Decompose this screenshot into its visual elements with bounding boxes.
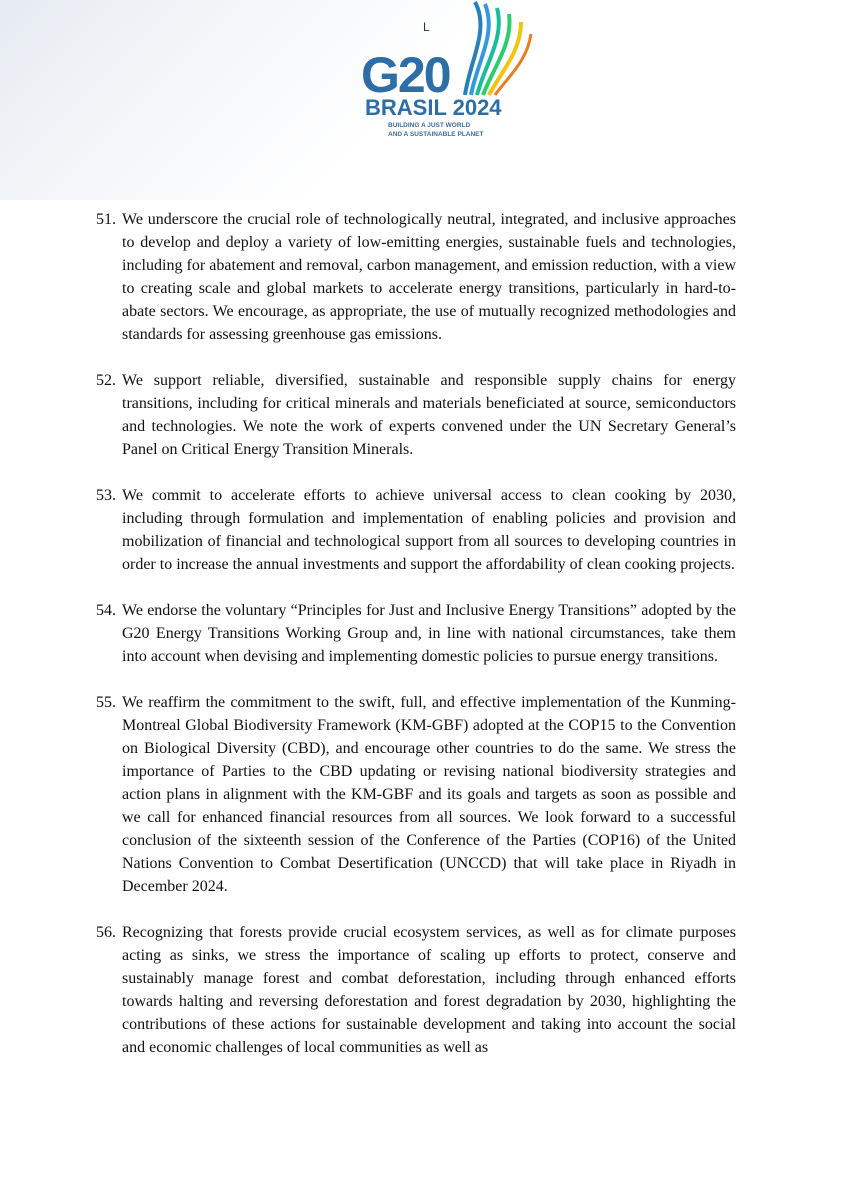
paragraph-text: We endorse the voluntary “Principles for Just and Inclusive Energy Transitions” adopted by the G20 Energy Transitions Working Group and, in line with national circumstances, take them into account when devising and implementing domestic policies to pursue energy transitions.: [122, 602, 736, 665]
paragraph-53: [96, 484, 736, 576]
paragraph-51: [96, 208, 736, 346]
g20-brasil-logo: [355, 0, 535, 150]
logo-brasil-text: BRASIL 2024: [365, 95, 502, 120]
paragraph-text: We commit to accelerate efforts to achieve universal access to clean cooking by 2030, including through formulation and implementation of enabling policies and provision and mobilization of financial and technological support from all sources to developing countries in order to increase the annual investments and support the affordability of clean cooking projects.: [122, 487, 736, 573]
paragraph-56: [96, 921, 736, 1059]
paragraph-number: 53.: [96, 487, 116, 504]
paragraph-number: 55.: [96, 694, 116, 711]
paragraph-text: We underscore the crucial role of technologically neutral, integrated, and inclusive approaches to develop and deploy a variety of low-emitting energies, sustainable fuels and technologies, including for abatement and removal, carbon management, and emission reduction, with a view to creating scale and global markets to accelerate energy transitions, particularly in hard-to-abate sectors. We encourage, as appropriate, the use of mutually recognized methodologies and standards for assessing greenhouse gas emissions.: [122, 211, 736, 343]
paragraph-52: [96, 369, 736, 461]
page-header: [0, 0, 857, 170]
paragraph-number: 51.: [96, 211, 116, 228]
header-mark: L: [423, 20, 430, 34]
paragraph-54: [96, 599, 736, 668]
logo-tagline-line-2: AND A SUSTAINABLE PLANET: [388, 131, 484, 138]
document-body: [96, 208, 736, 1082]
paragraph-text: We reaffirm the commitment to the swift, full, and effective implementation of the Kunming-Montreal Global Biodiversity Framework (KM-GBF) adopted at the COP15 to the Convention on Biological Diversity (CBD), and encourage other countries to do the same. We stress the importance of Parties to the CBD updating or revising national biodiversity strategies and action plans in alignment with the KM-GBF and its goals and targets as soon as possible and we call for enhanced financial resources from all sources. We look forward to a successful conclusion of the sixteenth session of the Conference of the Parties (COP16) of the United Nations Convention to Combat Desertification (UNCCD) that will take place in Riyadh in December 2024.: [122, 694, 736, 895]
paragraph-55: [96, 691, 736, 898]
paragraph-number: 54.: [96, 602, 116, 619]
paragraph-text: We support reliable, diversified, sustainable and responsible supply chains for energy transitions, including for critical minerals and materials beneficiated at source, semiconductors and technologies. We note the work of experts convened under the UN Secretary General’s Panel on Critical Energy Transition Minerals.: [122, 372, 736, 458]
swoosh-icon: [435, 0, 535, 100]
paragraph-number: 56.: [96, 924, 116, 941]
paragraph-text: Recognizing that forests provide crucial ecosystem services, as well as for climate purposes acting as sinks, we stress the importance of scaling up efforts to protect, conserve and sustainably manage forest and combat deforestation, including through enhanced efforts towards halting and reversing deforestation and forest degradation by 2030, highlighting the contributions of these actions for sustainable development and taking into account the social and economic challenges of local communities as well as: [122, 924, 736, 1056]
logo-g20-text: G20: [361, 47, 450, 103]
paragraph-number: 52.: [96, 372, 116, 389]
logo-tagline: [388, 121, 483, 139]
logo-tagline-line-1: BUILDING A JUST WORLD: [388, 122, 471, 129]
